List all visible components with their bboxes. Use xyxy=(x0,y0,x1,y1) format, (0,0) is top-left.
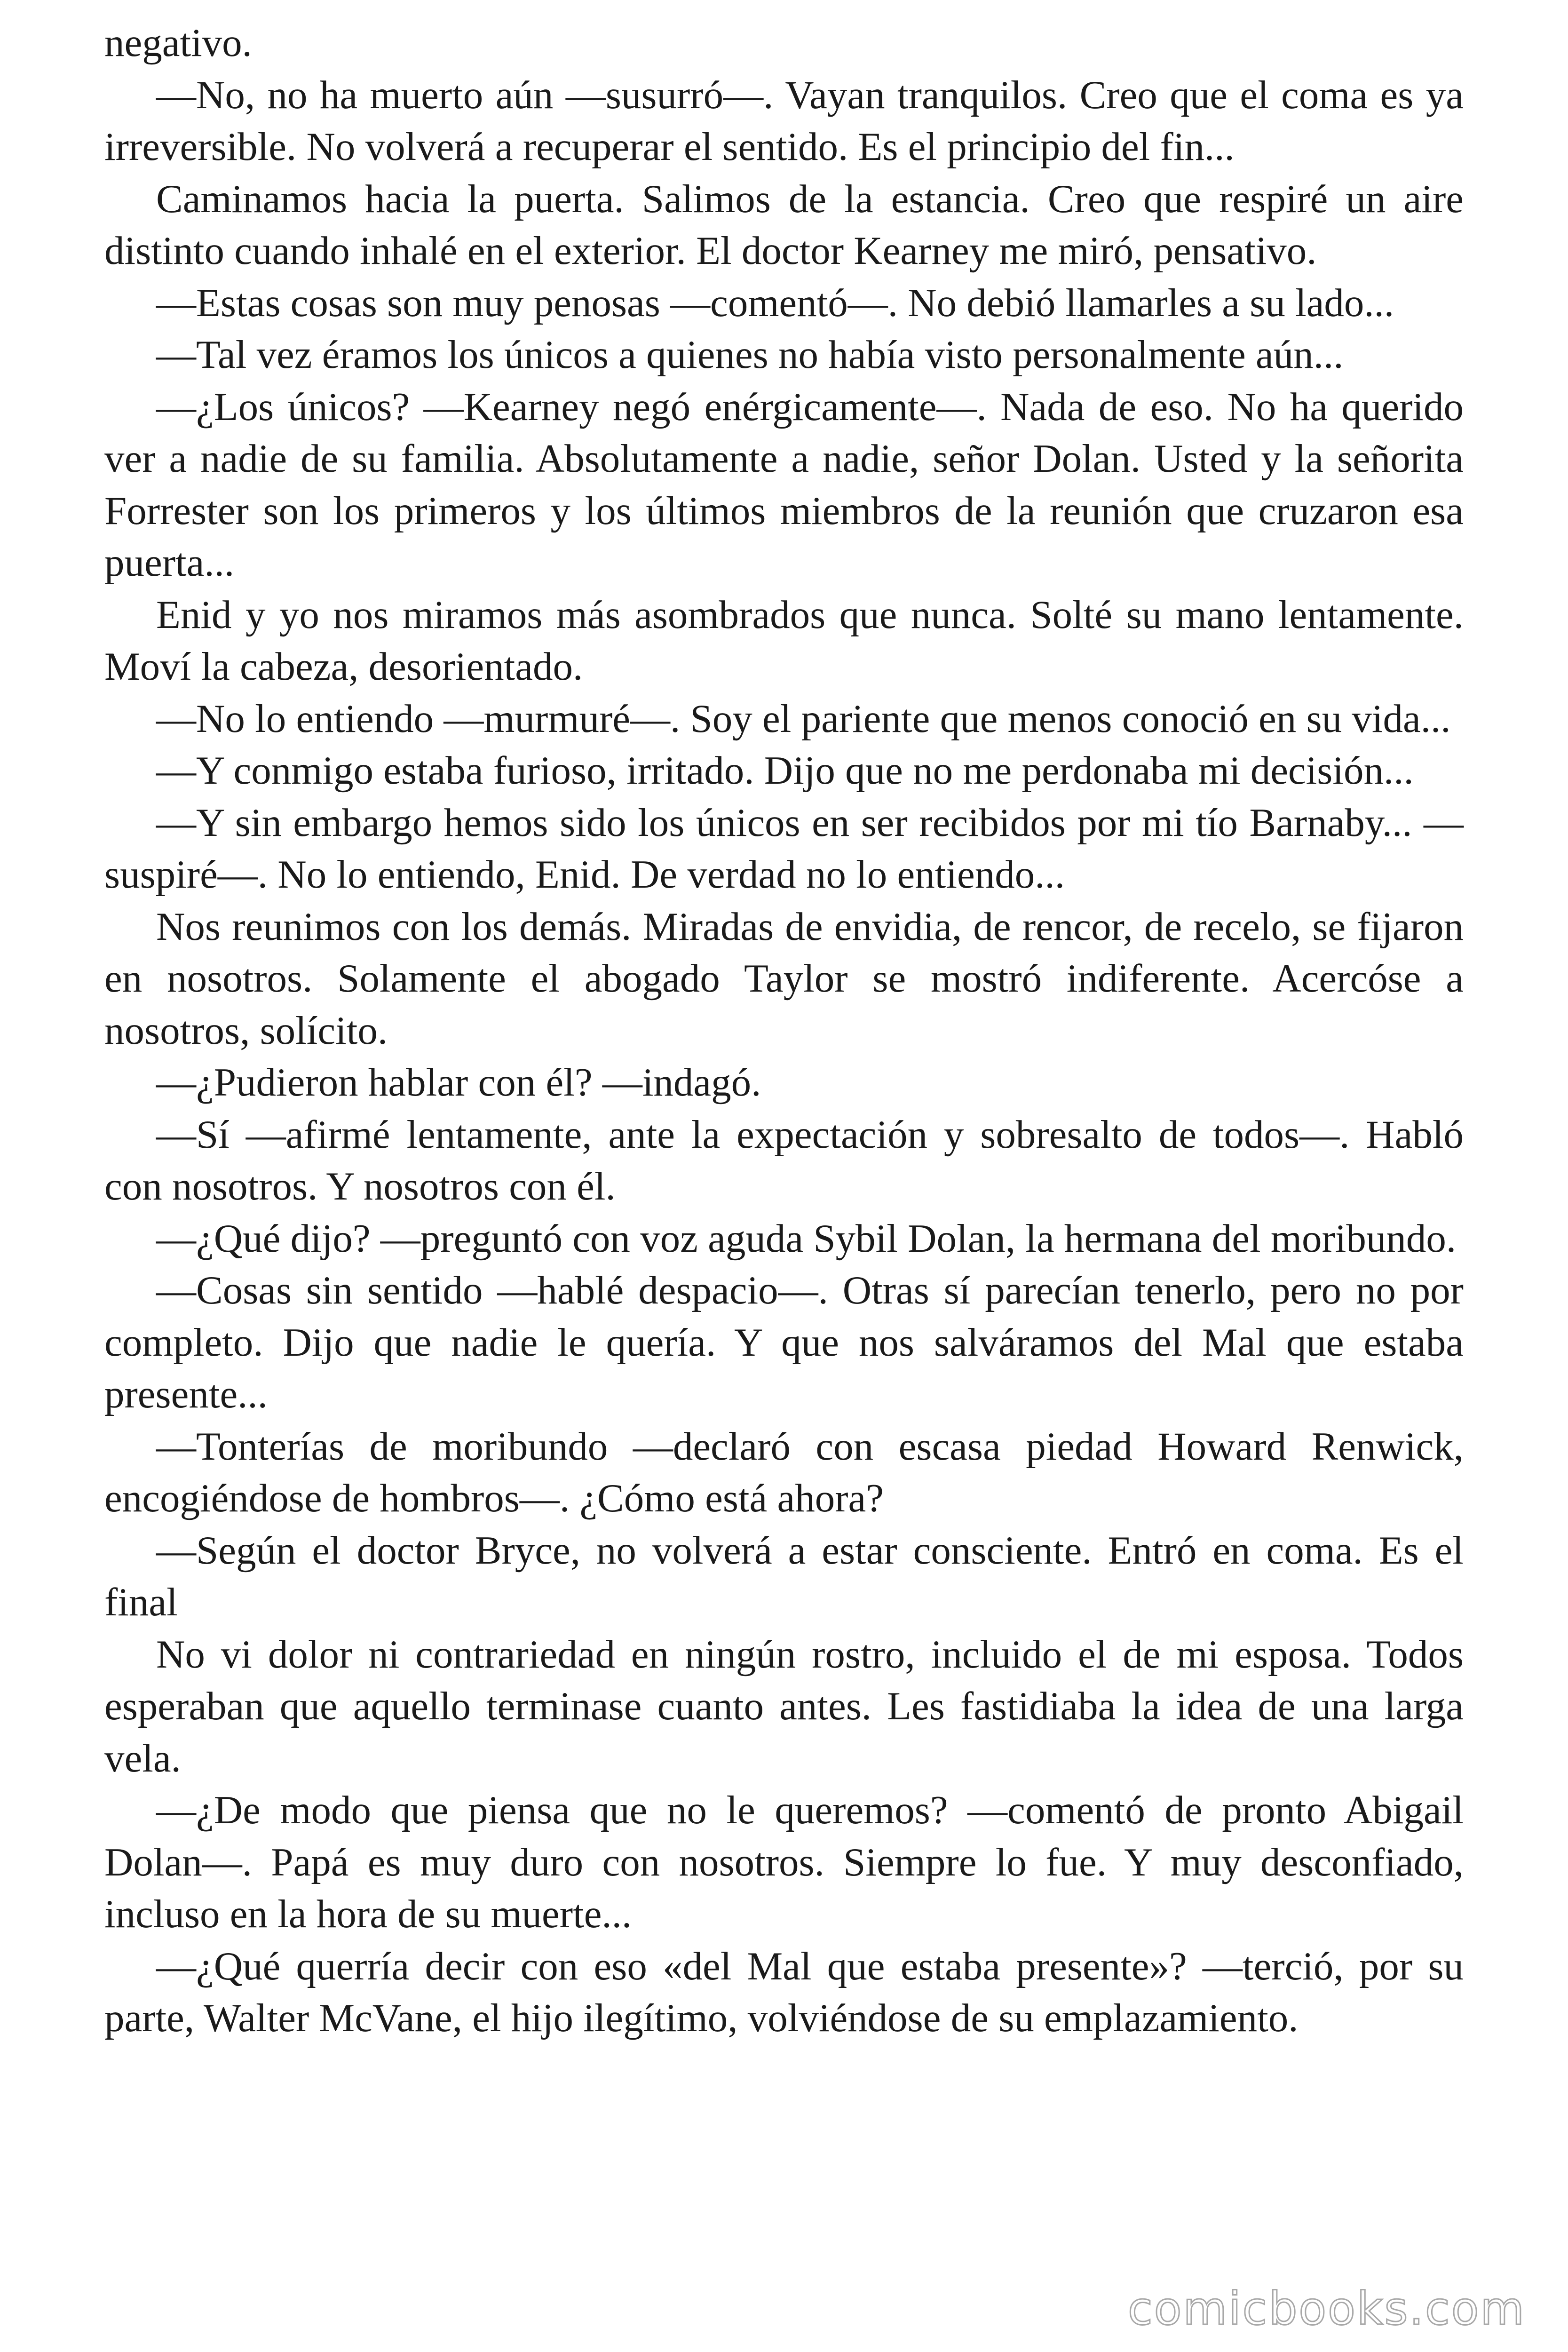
paragraph: —No, no ha muerto aún —susurró—. Vayan tranquilos. Creo que el coma es ya irreversible. No volverá a recuperar el sentido. Es el principio del fin... xyxy=(104,72,1464,169)
paragraph: —¿Qué querría decir con eso «del Mal que estaba presente»? —terció, por su parte, Walter McVane, el hijo ilegítimo, volviéndose de su emplazamiento. xyxy=(104,1944,1464,2040)
paragraph: —Y sin embargo hemos sido los únicos en ser recibidos por mi tío Barnaby... —suspiré—. No lo entiendo, Enid. De verdad no lo entiendo... xyxy=(104,800,1464,897)
paragraph: —¿De modo que piensa que no le queremos? —comentó de pronto Abigail Dolan—. Papá es muy duro con nosotros. Siempre lo fue. Y muy desconfiado, incluso en la hora de su muerte... xyxy=(104,1788,1464,1936)
paragraph: —¿Qué dijo? —preguntó con voz aguda Sybil Dolan, la hermana del moribundo. xyxy=(156,1216,1457,1261)
paragraph: —Y conmigo estaba furioso, irritado. Dijo que no me perdonaba mi decisión... xyxy=(156,748,1414,793)
paragraph: —Tal vez éramos los únicos a quienes no había visto personalmente aún... xyxy=(156,333,1344,377)
paragraph: —Según el doctor Bryce, no volverá a estar consciente. Entró en coma. Es el final xyxy=(104,1528,1464,1624)
paragraph: —No lo entiendo —murmuré—. Soy el pariente que menos conoció en su vida... xyxy=(156,696,1451,741)
paragraph: Nos reunimos con los demás. Miradas de envidia, de rencor, de recelo, se fijaron en nosotros. Solamente el abogado Taylor se mostró indiferente. Acercóse a nosotros, solícito. xyxy=(104,904,1464,1053)
paragraph: negativo. xyxy=(104,21,252,65)
paragraph: —¿Los únicos? —Kearney negó enérgicamente—. Nada de eso. No ha querido ver a nadie de su familia. Absolutamente a nadie, señor Dolan. Usted y la señorita Forrester son los primeros y los últimos miembros de la reunión que cruzaron esa puerta... xyxy=(104,384,1464,585)
paragraph: —Tonterías de moribundo —declaró con escasa piedad Howard Renwick, encogiéndose de hombros—. ¿Cómo está ahora? xyxy=(104,1424,1464,1520)
paragraph: —Estas cosas son muy penosas —comentó—. No debió llamarles a su lado... xyxy=(156,280,1394,325)
paragraph: —Sí —afirmé lentamente, ante la expectación y sobresalto de todos—. Habló con nosotros. Y nosotros con él. xyxy=(104,1112,1464,1208)
paragraph: —Cosas sin sentido —hablé despacio—. Otras sí parecían tenerlo, pero no por completo. Dijo que nadie le quería. Y que nos salváramos del Mal que estaba presente... xyxy=(104,1268,1464,1416)
paragraph: Enid y yo nos miramos más asombrados que nunca. Solté su mano lentamente. Moví la cabeza, desorientado. xyxy=(104,592,1464,689)
paragraph: —¿Pudieron hablar con él? —indagó. xyxy=(156,1060,761,1104)
watermark: comicbooks.com xyxy=(1127,2282,1526,2335)
page-text xyxy=(104,17,1464,2044)
paragraph: No vi dolor ni contrariedad en ningún rostro, incluido el de mi esposa. Todos esperaban que aquello terminase cuanto antes. Les fastidiaba la idea de una larga vela. xyxy=(104,1632,1464,1780)
paragraph: Caminamos hacia la puerta. Salimos de la estancia. Creo que respiré un aire distinto cuando inhalé en el exterior. El doctor Kearney me miró, pensativo. xyxy=(104,176,1464,273)
